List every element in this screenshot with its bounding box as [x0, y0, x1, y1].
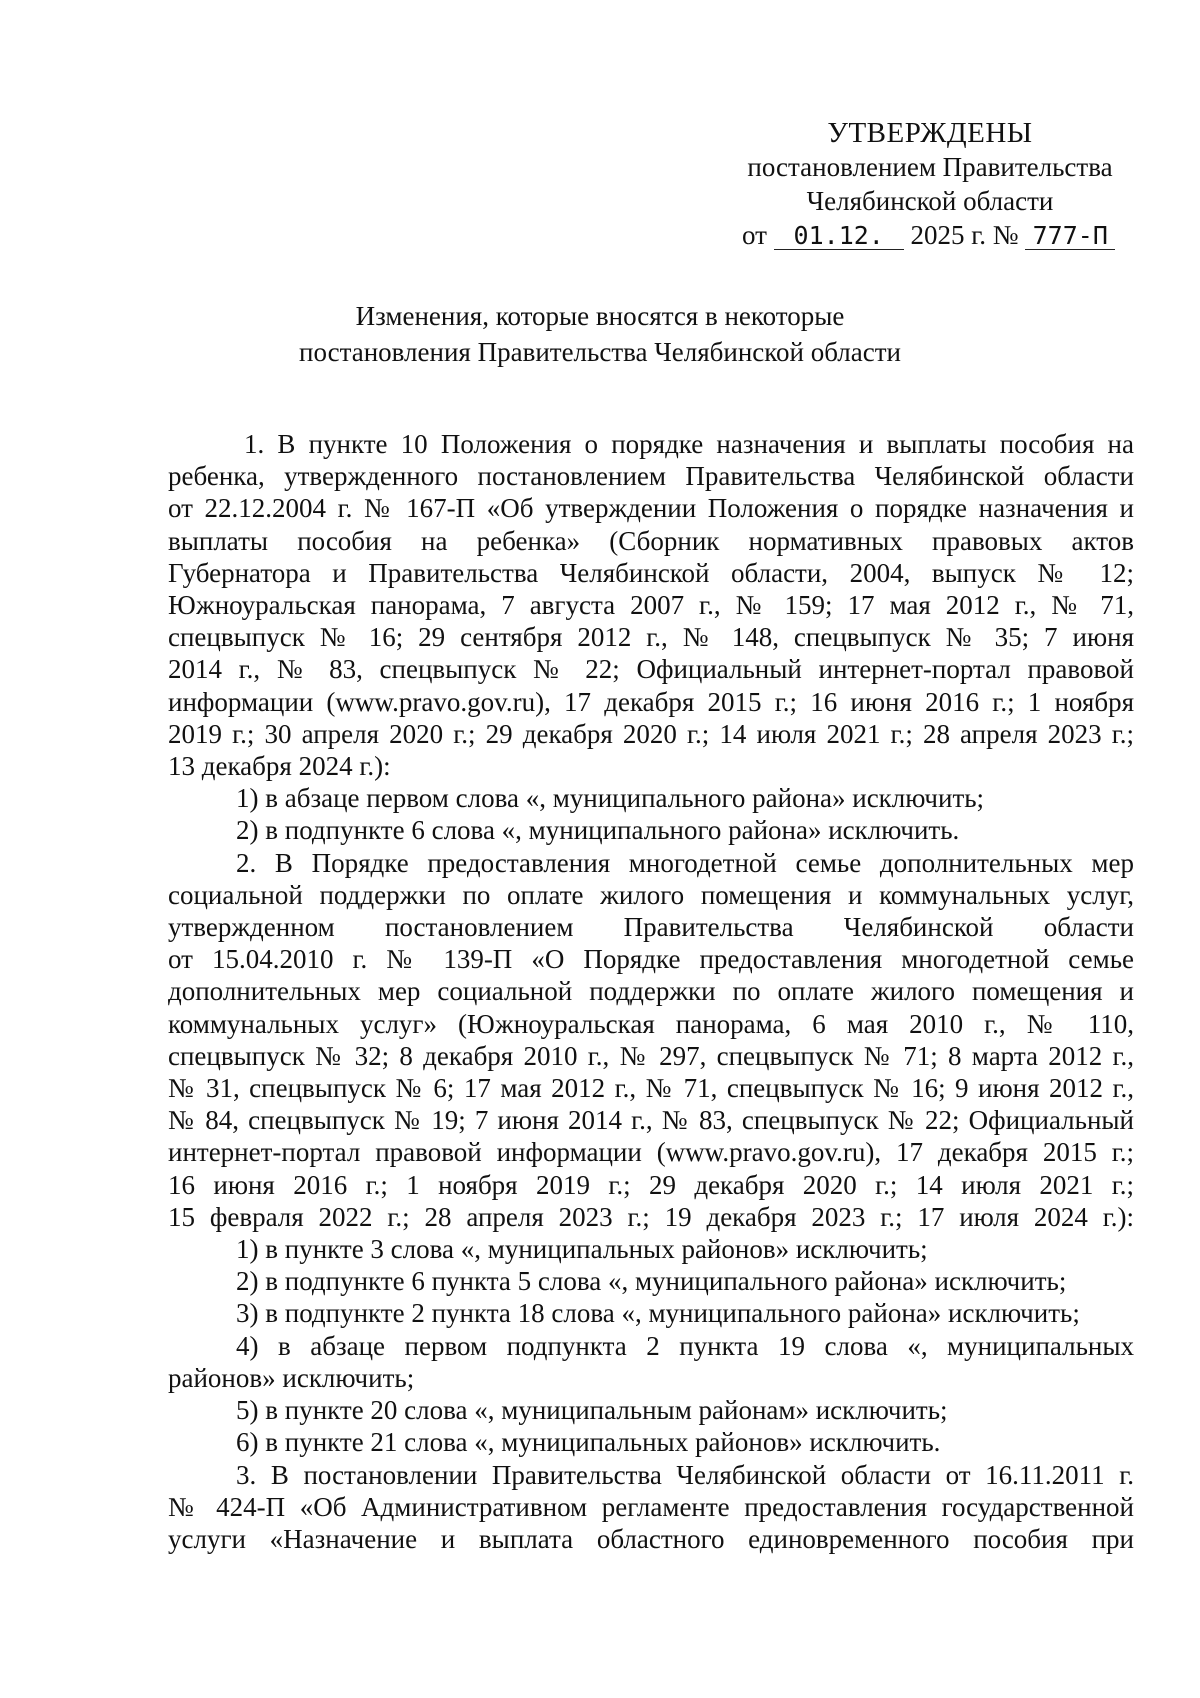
body-line: социальной поддержки по оплате жилого помещения и коммунальных услуг,: [168, 879, 1134, 910]
body-line: № 31, спецвыпуск № 6; 17 мая 2012 г., № 71, спецвыпуск № 16; 9 июня 2012 г.,: [168, 1073, 1134, 1104]
document-title-line-2: постановления Правительства Челябинской области: [299, 337, 901, 367]
body-line: коммунальных услуг» (Южноуральская панорама, 6 мая 2010 г., № 110,: [168, 1008, 1134, 1039]
date-value: 01.12.: [774, 223, 904, 250]
body-line: 2. В Порядке предоставления многодетной семье дополнительных мер: [236, 847, 1134, 878]
body-line: 2) в подпункте 6 пункта 5 слова «, муниципального района» исключить;: [236, 1266, 1067, 1297]
approval-line-2: Челябинской области: [806, 186, 1054, 216]
body-line: 16 июня 2016 г.; 1 ноября 2019 г.; 29 декабря 2020 г.; 14 июля 2021 г.;: [168, 1169, 1134, 1200]
body-line: выплаты пособия на ребенка» (Сборник нормативных правовых актов: [168, 525, 1134, 556]
body-line: Южноуральская панорама, 7 августа 2007 г., № 159; 17 мая 2012 г., № 71,: [168, 590, 1134, 621]
body-line: 15 февраля 2022 г.; 28 апреля 2023 г.; 19 декабря 2023 г.; 17 июля 2024 г.):: [168, 1201, 1134, 1232]
body-line: Губернатора и Правительства Челябинской области, 2004, выпуск № 12;: [168, 557, 1134, 588]
approval-date-line: [730, 218, 1130, 252]
document-title: [0, 298, 1200, 370]
body-line: 2019 г.; 30 апреля 2020 г.; 29 декабря 2020 г.; 14 июля 2021 г.; 28 апреля 2023 г.;: [168, 718, 1134, 749]
document-title-line-1: Изменения, которые вносятся в некоторые: [355, 301, 845, 331]
body-line: интернет-портал правовой информации (www.pravo.gov.ru), 17 декабря 2015 г.;: [168, 1137, 1134, 1168]
body-line: 2014 г., № 83, спецвыпуск № 22; Официальный интернет-портал правовой: [168, 654, 1134, 685]
approval-line-1: постановлением Правительства: [747, 152, 1113, 182]
document-number: 777-П: [1025, 223, 1115, 250]
body-line: 13 декабря 2024 г.):: [168, 751, 391, 782]
body-line: 1. В пункте 10 Положения о порядке назначения и выплаты пособия на: [244, 429, 1134, 459]
body-line: информации (www.pravo.gov.ru), 17 декабря 2015 г.; 16 июня 2016 г.; 1 ноября: [168, 686, 1134, 717]
body-line: № 424-П «Об Административном регламенте предоставления государственной: [168, 1491, 1134, 1522]
body-line: № 84, спецвыпуск № 19; 7 июня 2014 г., № 83, спецвыпуск № 22; Официальный: [168, 1105, 1134, 1136]
body-line: 5) в пункте 20 слова «, муниципальным районам» исключить;: [236, 1395, 948, 1426]
body-line: ребенка, утвержденного постановлением Правительства Челябинской области: [168, 461, 1134, 492]
body-line: 2) в подпункте 6 слова «, муниципального района» исключить.: [236, 815, 960, 846]
date-prefix: от: [742, 220, 767, 250]
body-line: 4) в абзаце первом подпункта 2 пункта 19 слова «, муниципальных: [236, 1330, 1134, 1361]
body-line: 6) в пункте 21 слова «, муниципальных районов» исключить.: [236, 1427, 941, 1458]
body-line: районов» исключить;: [168, 1362, 415, 1393]
body-line: 3) в подпункте 2 пункта 18 слова «, муниципального района» исключить;: [236, 1298, 1080, 1329]
body-line: спецвыпуск № 32; 8 декабря 2010 г., № 297, спецвыпуск № 71; 8 марта 2012 г.,: [168, 1040, 1134, 1071]
body-line: 3. В постановлении Правительства Челябинской области от 16.11.2011 г.: [236, 1459, 1134, 1490]
body-line: 1) в пункте 3 слова «, муниципальных районов» исключить;: [236, 1234, 928, 1265]
body-line: утвержденном постановлением Правительства Челябинской области: [168, 912, 1134, 943]
body-line: услуги «Назначение и выплата областного единовременного пособия при: [168, 1523, 1134, 1554]
body-line: от 22.12.2004 г. № 167-П «Об утверждении Положения о порядке назначения и: [168, 493, 1134, 524]
body-line: 1) в абзаце первом слова «, муниципального района» исключить;: [236, 783, 985, 814]
document-body: [168, 428, 1134, 1555]
body-line: спецвыпуск № 16; 29 сентября 2012 г., № 148, спецвыпуск № 35; 7 июня: [168, 622, 1134, 653]
year-text: 2025 г. №: [910, 220, 1019, 250]
body-line: дополнительных мер социальной поддержки по оплате жилого помещения и: [168, 976, 1134, 1007]
body-line: от 15.04.2010 г. № 139-П «О Порядке предоставления многодетной семье: [168, 944, 1134, 975]
approval-stamp: [730, 116, 1130, 252]
approval-title: УТВЕРЖДЕНЫ: [827, 117, 1033, 149]
